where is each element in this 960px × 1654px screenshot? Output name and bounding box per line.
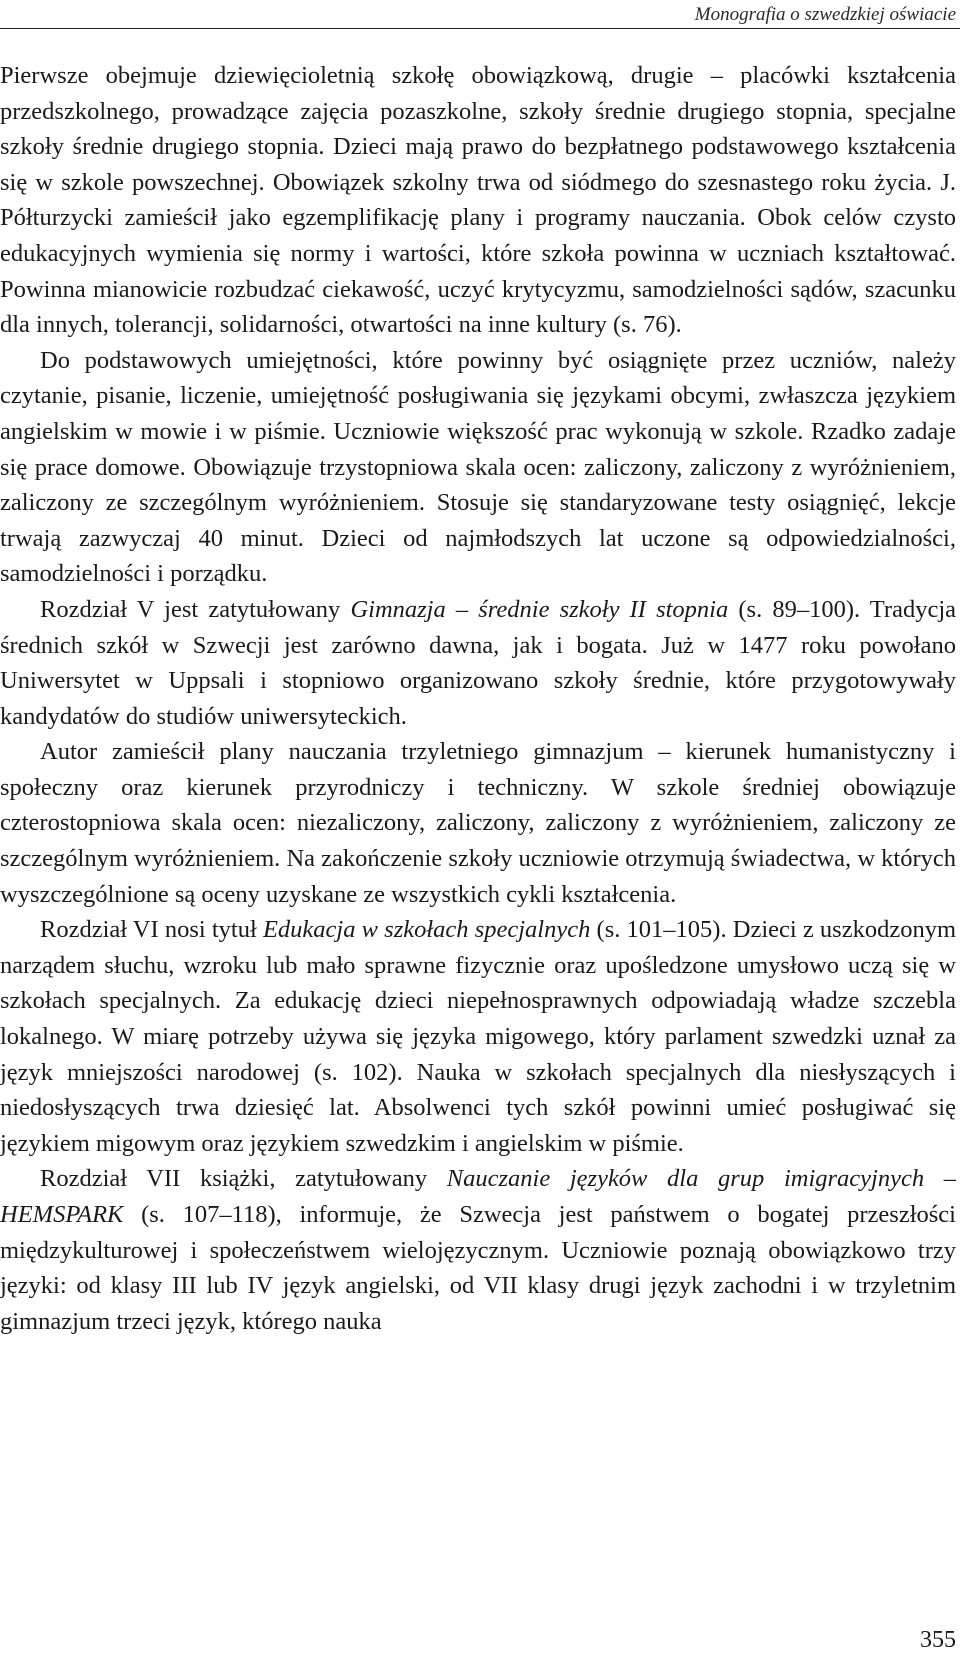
paragraph <box>0 1161 956 1339</box>
chapter-title-italic: Edukacja w szkołach specjalnych <box>262 916 591 944</box>
chapter-title-italic: Nauczanie języków dla grup imigracyjnych – HEMSPARK <box>0 1165 956 1228</box>
text-run: (s. 89–100). Tradycja średnich szkół w Szwecji jest zarówno dawna, jak i bogata. Już w 1477 roku powołano Uniwersytet w Uppsali i stopniowo organizowano szkoły średnie, które przygotowywały kandydatów do studiów uniwersyteckich. <box>0 595 956 730</box>
chapter-title-italic: Gimnazja – średnie szkoły II stopnia <box>350 595 729 623</box>
header-rule <box>0 28 960 29</box>
page-number: 355 <box>920 1627 956 1653</box>
paragraph <box>0 592 956 734</box>
paragraph <box>0 734 956 912</box>
paragraph <box>0 343 956 592</box>
running-title: Monografia o szwedzkiej oświacie <box>694 4 956 25</box>
text-run: Autor zamieścił plany nauczania trzyletniego gimnazjum – kierunek humanistyczny i społeczny oraz kierunek przyrodniczy i techniczny. W szkole średniej obowiązuje czterostopniowa skala ocen: niezaliczony, zaliczony, zaliczony z wyróżnieniem, zaliczony ze szczególnym wyróżnieniem. Na zakończenie szkoły uczniowie otrzymują świadectwa, w których wyszczególnione są oceny uzyskane ze wszystkich cykli kształcenia. <box>0 738 956 908</box>
text-run: (s. 107–118), informuje, że Szwecja jest państwem o bogatej przeszłości międzykulturowej i społeczeństwem wielojęzycznym. Uczniowie poznają obowiązkowo trzy języki: od klasy III lub IV język angielski, od VII klasy drugi język zachodni i w trzyletnim gimnazjum trzeci język, którego nauka <box>0 1201 956 1335</box>
text-run: Rozdział VI nosi tytuł <box>40 916 263 944</box>
paragraph <box>0 58 956 343</box>
text-run: Rozdział V jest zatytułowany <box>40 595 351 623</box>
body-text <box>0 58 956 1339</box>
paragraph <box>0 912 956 1161</box>
text-run: Pierwsze obejmuje dziewięcioletnią szkołę obowiązkową, drugie – placówki kształcenia przedszkolnego, prowadzące zajęcia pozaszkolne, szkoły średnie drugiego stopnia, specjalne szkoły średnie drugiego stopnia. Dzieci mają prawo do bezpłatnego podstawowego kształcenia się w szkole powszechnej. Obowiązek szkolny trwa od siódmego do szesnastego roku życia. J. Półturzycki zamieścił jako egzemplifikację plany i programy nauczania. Obok celów czysto edukacyjnych wymienia się normy i wartości, które szkoła powinna w uczniach kształtować. Powinna mianowicie rozbudzać ciekawość, uczyć krytycyzmu, samodzielności sądów, szacunku dla innych, tolerancji, solidarności, otwartości na inne kultury (s. 76). <box>0 62 956 339</box>
text-run: Rozdział VII książki, zatytułowany <box>40 1165 447 1193</box>
text-run: Do podstawowych umiejętności, które powinny być osiągnięte przez uczniów, należy czytanie, pisanie, liczenie, umiejętność posługiwania się językami obcymi, zwłaszcza językiem angielskim w mowie i w piśmie. Uczniowie większość prac wykonują w szkole. Rzadko zadaje się prace domowe. Obowiązuje trzystopniowa skala ocen: zaliczony, zaliczony z wyróżnieniem, zaliczony ze szczególnym wyróżnieniem. Stosuje się standaryzowane testy osiągnięć, lekcje trwają zazwyczaj 40 minut. Dzieci od najmłodszych lat uczone są odpowiedzialności, samodzielności i porządku. <box>0 346 956 588</box>
text-run: (s. 101–105). Dzieci z uszkodzonym narządem słuchu, wzroku lub mało sprawne fizycznie oraz upośledzone umysłowo uczą się w szkołach specjalnych. Za edukację dzieci niepełnosprawnych odpowiadają władze szczebla lokalnego. W miarę potrzeby używa się języka migowego, który parlament szwedzki uznał za język mniejszości narodowej (s. 102). Nauka w szkołach specjalnych dla niesłyszących i niedosłyszących trwa dziesięć lat. Absolwenci tych szkół powinni umieć posługiwać się językiem migowym oraz językiem szwedzkim i angielskim w piśmie. <box>0 916 956 1157</box>
